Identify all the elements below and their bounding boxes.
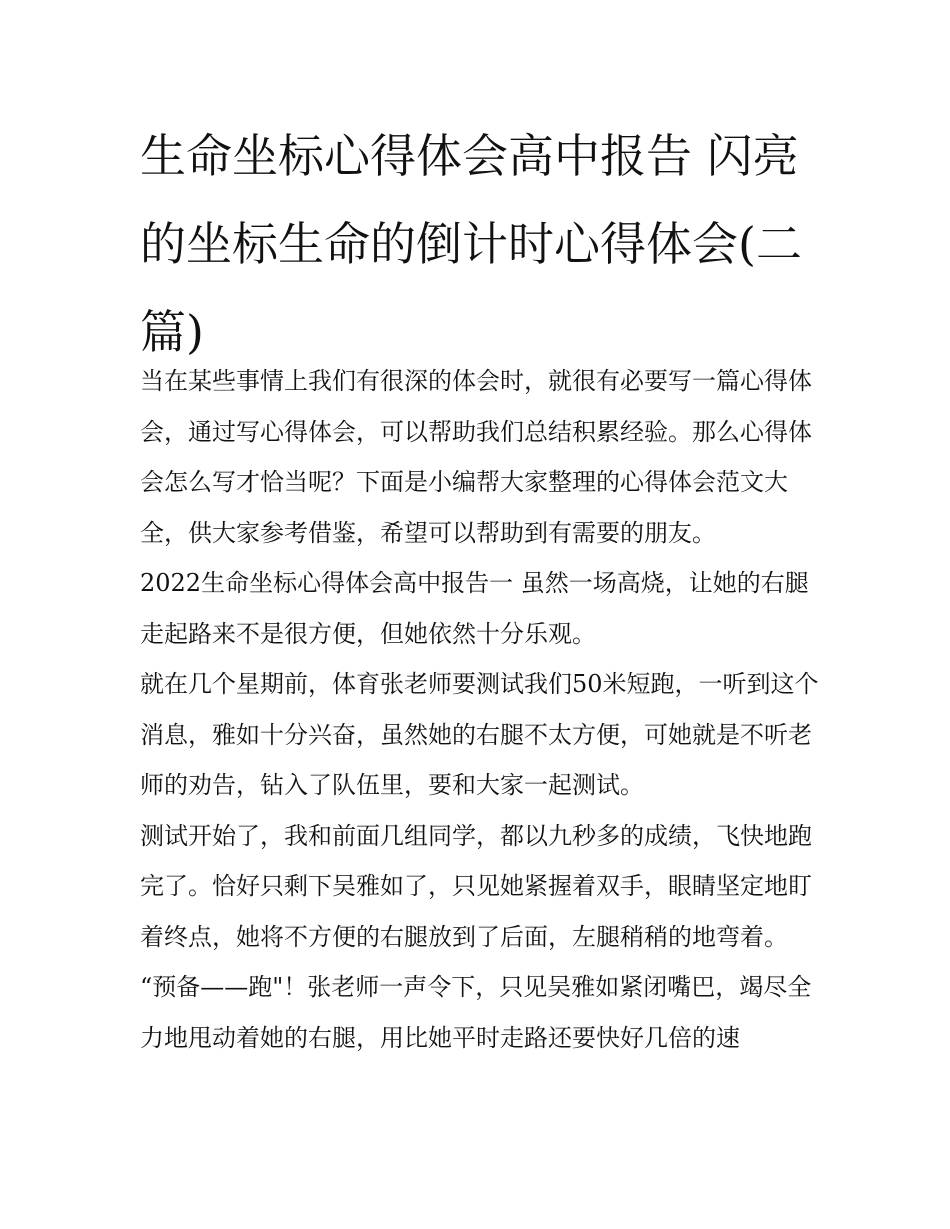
body-paragraph: “预备——跑"！张老师一声令下，只见吴雅如紧闭嘴巴，竭尽全力地甩动着她的右腿，用比她平时走路还要快好几倍的速 [140, 973, 812, 1052]
intro-paragraph: 当在某些事情上我们有很深的体会时，就很有必要写一篇心得体会，通过写心得体会，可以帮助我们总结积累经验。那么心得体会怎么写才恰当呢？下面是小编帮大家整理的心得体会范文大全，供大家参考借鉴，希望可以帮助到有需要的朋友。 [140, 367, 812, 547]
body-paragraph: 测试开始了，我和前面几组同学，都以九秒多的成绩，飞快地跑完了。恰好只剩下吴雅如了，只见她紧握着双手，眼睛坚定地盯着终点，她将不方便的右腿放到了后面，左腿稍稍的地弯着。 [140, 821, 812, 951]
document-body [140, 356, 820, 1063]
document-title: 生命坐标心得体会高中报告 闪亮的坐标生命的倒计时心得体会(二篇) [140, 129, 802, 359]
body-paragraph: 就在几个星期前，体育张老师要测试我们50米短跑，一听到这个消息，雅如十分兴奋，虽然她的右腿不太方便，可她就是不听老师的劝告，钻入了队伍里，要和大家一起测试。 [140, 670, 819, 799]
body-paragraph: 2022生命坐标心得体会高中报告一 虽然一场高烧，让她的右腿走起路来不是很方便，但她依然十分乐观。 [140, 569, 809, 648]
